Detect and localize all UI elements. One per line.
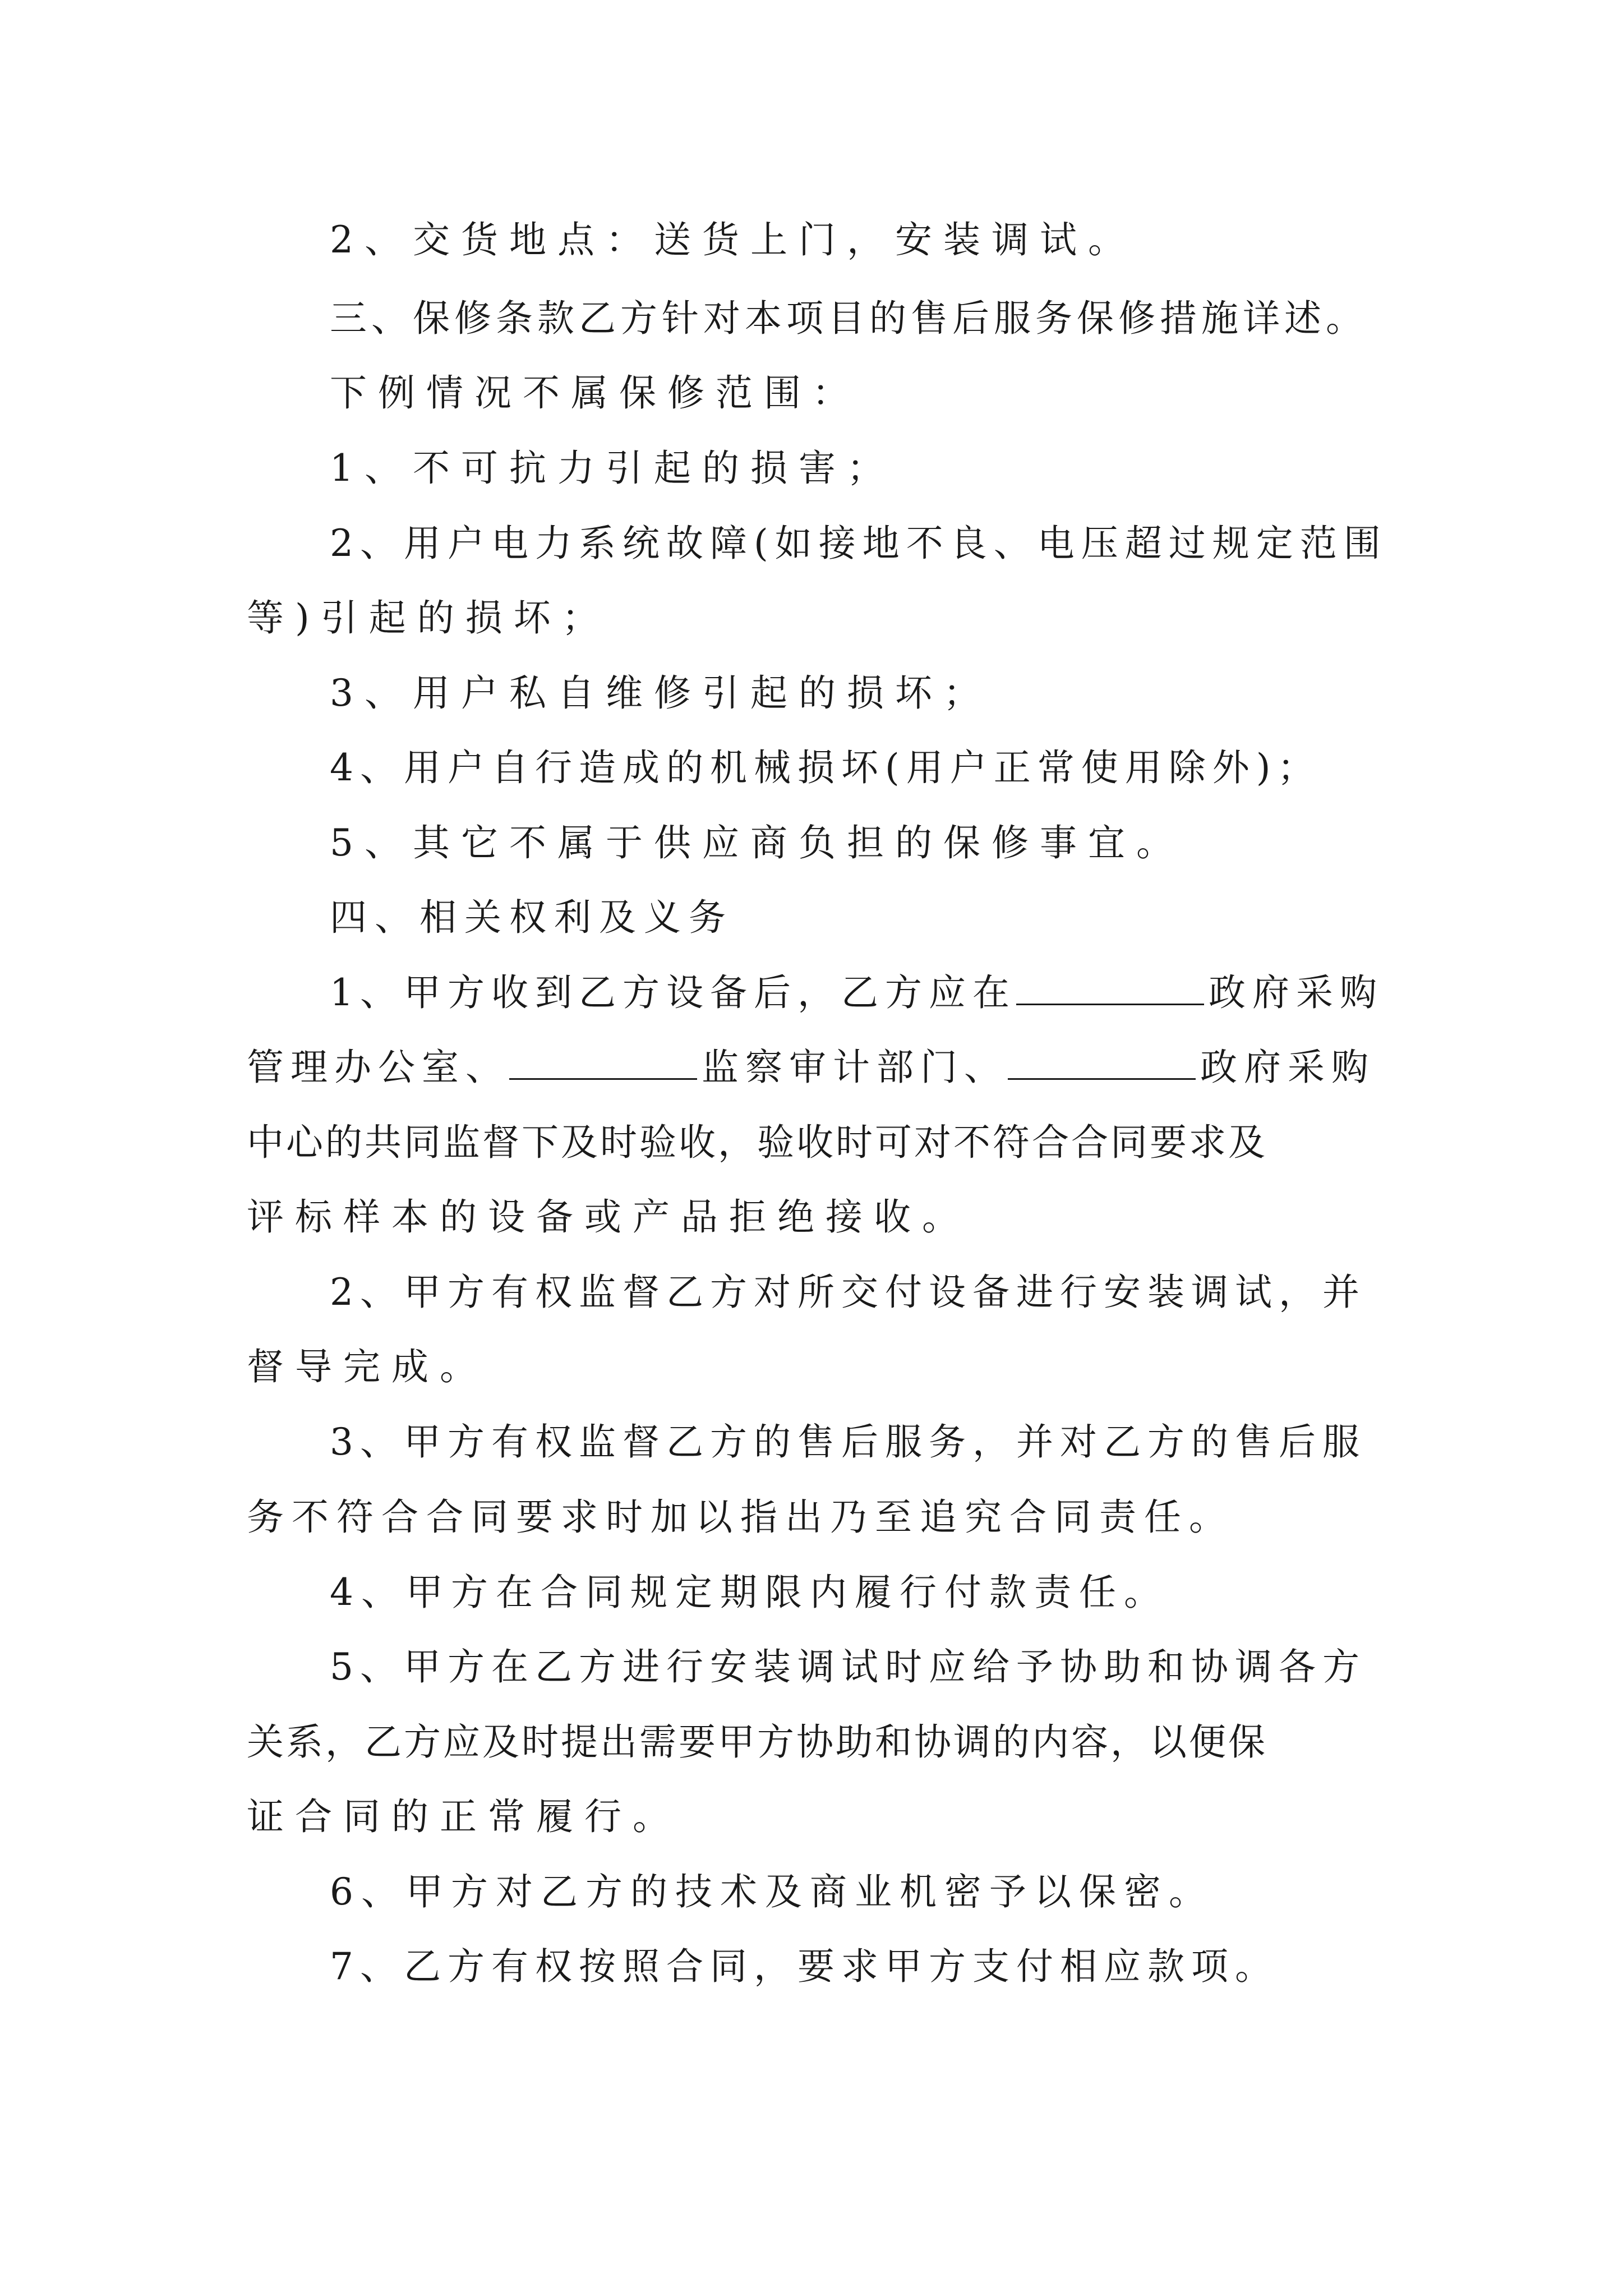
obligation-1-line-2 bbox=[247, 1042, 1375, 1093]
clause-delivery-location: 2、交货地点：送货上门，安装调试。 bbox=[330, 218, 1136, 261]
obligation-2-line-2: 督导完成。 bbox=[247, 1345, 488, 1388]
section-three-heading: 三、保修条款乙方针对本项目的售后服务保修措施详述。 bbox=[330, 297, 1367, 340]
obligation-1-line-1 bbox=[330, 968, 1384, 1018]
obligation-1-text-d: 监察审计部门、 bbox=[702, 1046, 1008, 1089]
exclusion-item-2-cont: 等)引起的损坏； bbox=[247, 596, 610, 639]
exclusion-item-4: 4、用户自行造成的机械损坏(用户正常使用除外)； bbox=[330, 746, 1321, 789]
fill-in-blank[interactable] bbox=[1008, 1046, 1196, 1080]
section-four-heading: 四、相关权利及义务 bbox=[330, 896, 734, 939]
obligation-1-line-4: 评标样本的设备或产品拒绝接收。 bbox=[247, 1195, 970, 1239]
obligation-2-line-1: 2、甲方有权监督乙方对所交付设备进行安装调试，并 bbox=[330, 1271, 1366, 1314]
exclusions-intro: 下例情况不属保修范围： bbox=[330, 371, 860, 415]
obligation-1-text-c: 管理办公室、 bbox=[247, 1046, 509, 1089]
fill-in-blank[interactable] bbox=[1016, 971, 1204, 1005]
obligation-1-text-b: 政府采购 bbox=[1209, 971, 1384, 1014]
obligation-1-text-e: 政府采购 bbox=[1200, 1046, 1375, 1089]
exclusion-item-2: 2、用户电力系统故障(如接地不良、电压超过规定范围 bbox=[330, 522, 1387, 565]
exclusion-item-1: 1、不可抗力引起的损害； bbox=[330, 447, 895, 490]
exclusion-item-3: 3、用户私自维修引起的损坏； bbox=[330, 671, 992, 715]
obligation-7: 7、乙方有权按照合同，要求甲方支付相应款项。 bbox=[330, 1945, 1279, 1988]
fill-in-blank[interactable] bbox=[509, 1046, 697, 1080]
obligation-5-line-3: 证合同的正常履行。 bbox=[247, 1795, 681, 1838]
obligation-5-line-1: 5、甲方在乙方进行安装调试时应给予协助和协调各方 bbox=[330, 1645, 1366, 1688]
obligation-5-line-2: 关系，乙方应及时提出需要甲方协助和协调的内容，以便保 bbox=[247, 1720, 1267, 1764]
obligation-1-text-a: 1、甲方收到乙方设备后，乙方应在 bbox=[330, 971, 1016, 1014]
obligation-6: 6、甲方对乙方的技术及商业机密予以保密。 bbox=[330, 1870, 1214, 1913]
obligation-3-line-1: 3、甲方有权监督乙方的售后服务，并对乙方的售后服 bbox=[330, 1420, 1366, 1464]
obligation-3-line-2: 务不符合合同要求时加以指出乃至追究合同责任。 bbox=[247, 1496, 1234, 1539]
obligation-4: 4、甲方在合同规定期限内履行付款责任。 bbox=[330, 1571, 1169, 1614]
exclusion-item-5: 5、其它不属于供应商负担的保修事宜。 bbox=[330, 821, 1184, 864]
obligation-1-line-3: 中心的共同监督下及时验收，验收时可对不符合合同要求及 bbox=[247, 1121, 1267, 1164]
